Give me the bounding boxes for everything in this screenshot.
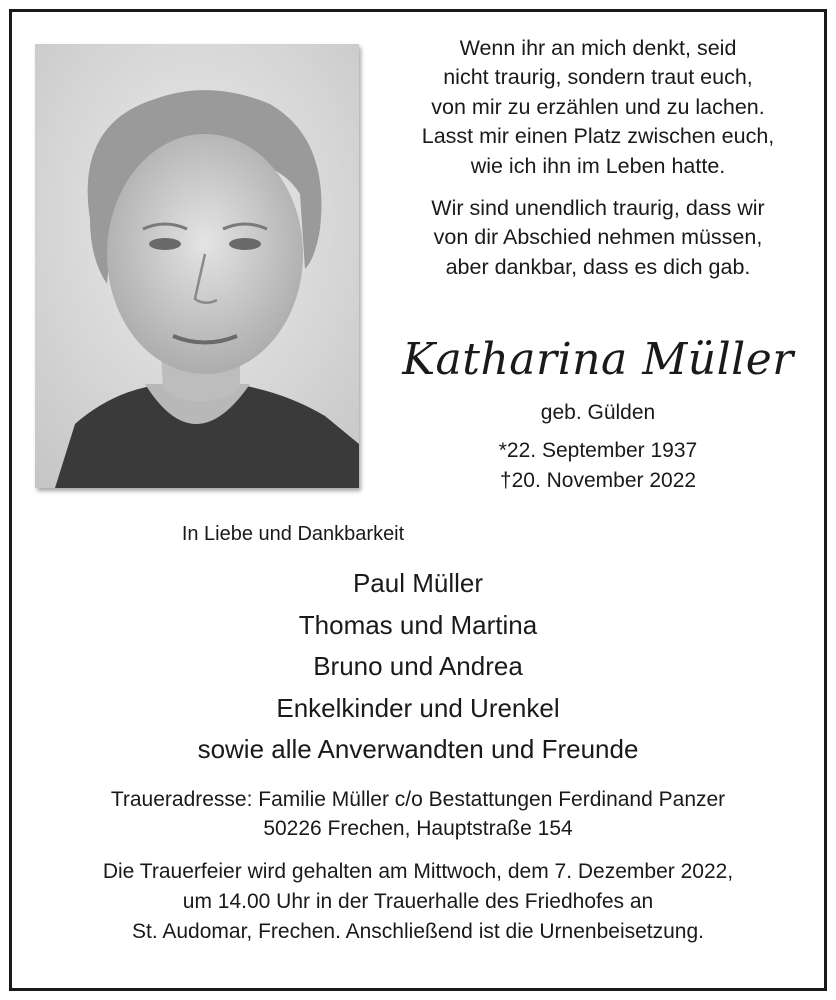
mourners-intro: In Liebe und Dankbarkeit [181,523,405,545]
mourner-name: Paul Müller [352,568,484,598]
address-line: 50226 Frechen, Hauptstraße 154 [263,817,573,840]
poem-line: von mir zu erzählen und zu lachen. [431,94,765,119]
ceremony-line: Die Trauerfeier wird gehalten am Mittwoch, dem 7. Dezember 2022, [102,860,734,883]
poem-line: aber dankbar, dass es dich gab. [445,254,751,279]
mourner-name: Enkelkinder und Urenkel [276,692,560,723]
mourner-name: sowie alle Anverwandten und Freunde [197,734,639,764]
mourner-name: Bruno und Andrea [313,651,523,681]
ceremony-info [0,857,836,947]
poem-line: von dir Abschied nehmen müssen, [433,225,763,250]
maiden-name: geb. Gülden [540,401,656,424]
deceased-name: Katharina Müller [402,334,794,385]
poem-line: Wir sind unendlich traurig, dass wir [431,196,765,221]
poem [378,34,818,282]
birth-date: *22. September 1937 [498,439,698,462]
poem-stanza-2 [378,194,818,282]
ceremony-line: um 14.00 Uhr in der Trauerhalle des Friedhofes an [182,890,654,913]
deceased-details [378,398,818,496]
mourners-list [0,563,836,771]
poem-line: Lasst mir einen Platz zwischen euch, [421,124,775,149]
address-line: Traueradresse: Familie Müller c/o Bestattungen Ferdinand Panzer [110,788,726,811]
poem-line: Wenn ihr an mich denkt, seid [459,36,737,60]
ceremony-line: St. Audomar, Frechen. Anschließend ist die Urnenbeisetzung. [132,920,704,943]
mourners-intro-wrap [0,521,836,547]
mourner-name: Thomas und Martina [298,609,538,640]
mourning-address [0,785,836,843]
death-date: †20. November 2022 [499,469,697,492]
poem-stanza-1 [378,34,818,181]
portrait-photo [35,44,359,488]
poem-line: nicht traurig, sondern traut euch, [443,65,753,90]
poem-line: wie ich ihn im Leben hatte. [470,153,726,178]
